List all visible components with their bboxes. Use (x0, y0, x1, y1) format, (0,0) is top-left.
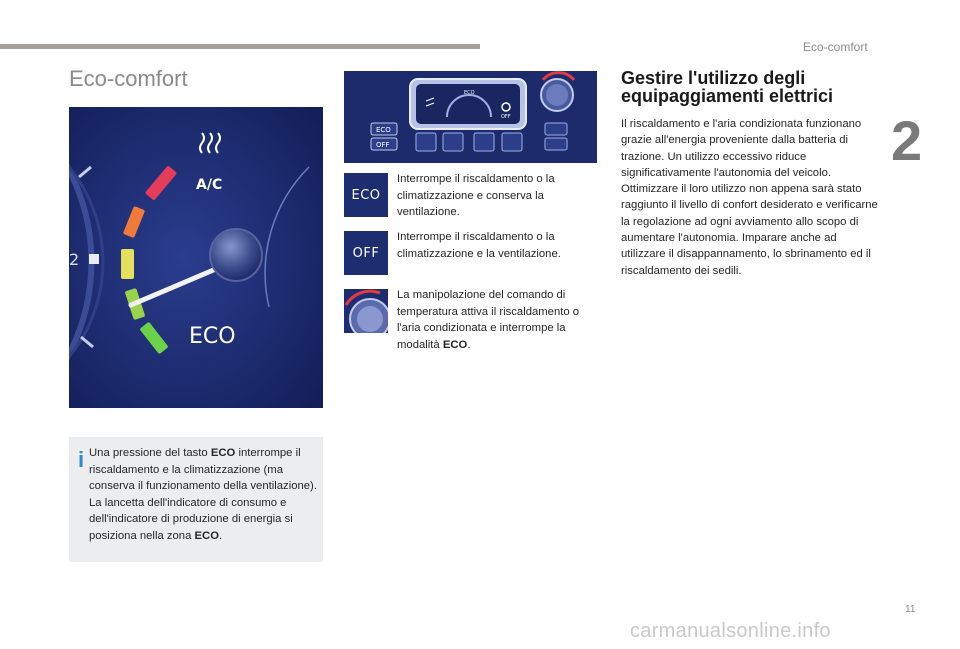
eco-button-thumbnail (344, 173, 388, 217)
gauge-ac-label: A/C (196, 177, 223, 193)
eco-gauge-illustration (69, 107, 323, 408)
off-description: Interrompe il riscaldamento o la climatizzazione e la ventilazione. (397, 231, 561, 260)
running-head: Eco-comfort (803, 40, 868, 54)
chapter-number: 2 (891, 109, 923, 172)
section-heading: Gestire l'utilizzo degli equipaggiamenti elettrici (621, 68, 834, 106)
eco-description: Interrompe il riscaldamento o la climatizzazione e conserva la ventilazione. (397, 173, 555, 218)
info-icon: i (78, 447, 85, 472)
temperature-description: La manipolazione del comando di temperatura attiva il riscaldamento o l'aria condizionata e interrompe la modalità ECO. (397, 289, 580, 351)
watermark: carmanualsonline.info (630, 620, 831, 642)
panel-off-button: OFF (376, 141, 390, 149)
temperature-knob-icon (344, 289, 388, 333)
panel-screen-eco: ECO (464, 90, 475, 96)
header-rule (0, 44, 480, 49)
eco-button-label: ECO (351, 187, 381, 203)
panel-screen-off: OFF (501, 114, 511, 120)
off-button-thumbnail (344, 231, 388, 275)
section-body: Il riscaldamento e l'aria condizionata funzionano grazie all'energia proveniente dalla batteria di trazione. Un utilizzo eccessivo riduce significativamente l'autonomia del veicolo. Ottimizzare il loro utilizzo non appena sarà stato raggiunto il livello di confort desiderato e verificarne la regolazione ad ogni avviamento allo scopo di aumentare l'autonomia. Imparare anche ad utilizzare il disappannamento, lo sbrinamento ed il riscaldamento dei sedili. (621, 118, 878, 277)
off-button-label: OFF (352, 245, 380, 261)
climate-panel-illustration (344, 71, 597, 163)
page-number: 11 (905, 604, 916, 615)
gauge-left-digit: 2 (69, 250, 80, 269)
info-note-text: Una pressione del tasto ECO interrompe il riscaldamento e la climatizzazione (ma conserva il funzionamento della ventilazione). La lancetta dell'indicatore di consumo e dell'indicatore di produzione di energia si posiziona nella zona ECO. (89, 447, 317, 542)
gauge-eco-label: ECO (189, 324, 236, 349)
panel-eco-button: ECO (376, 126, 391, 134)
section-title: Eco-comfort (69, 66, 188, 91)
